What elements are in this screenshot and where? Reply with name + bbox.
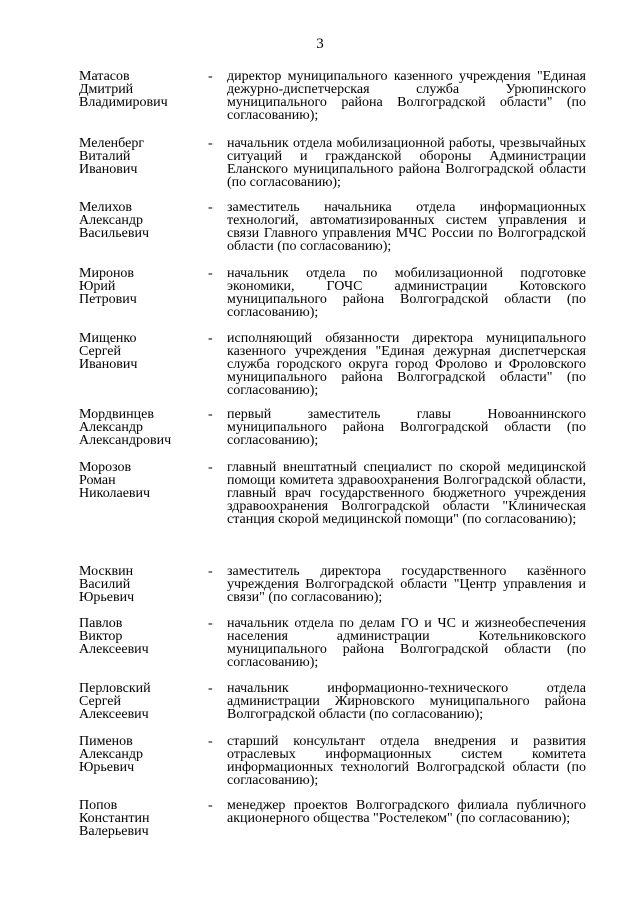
member-name	[79, 267, 199, 306]
separator-dash: -	[208, 331, 213, 346]
member-name	[79, 617, 199, 656]
first-name: Александр	[79, 420, 143, 435]
separator-dash: -	[208, 69, 213, 84]
surname: Пименов	[79, 734, 133, 749]
patronymic: Васильевич	[79, 226, 149, 241]
first-name: Сергей	[79, 344, 121, 359]
position-description: директор муниципального казенного учреждения "Единая дежурно-диспетчерская служба Урюпинского муниципального района Волгоградской области" (по согласованию);	[227, 69, 586, 123]
first-name: Виктор	[79, 629, 123, 644]
surname: Павлов	[79, 616, 123, 631]
surname: Меленберг	[79, 136, 145, 151]
patronymic: Валерьевич	[79, 824, 149, 839]
patronymic: Николаевич	[79, 486, 151, 501]
surname: Москвин	[79, 564, 134, 579]
first-name: Виталий	[79, 149, 131, 164]
page-number: 3	[316, 36, 324, 52]
first-name: Василий	[79, 577, 131, 592]
separator-dash: -	[208, 616, 213, 631]
separator-dash: -	[208, 734, 213, 749]
separator-dash: -	[208, 136, 213, 151]
member-name	[79, 137, 199, 176]
patronymic: Александрович	[79, 433, 172, 448]
member-name	[79, 682, 199, 721]
member-name	[79, 461, 199, 500]
surname: Морозов	[79, 460, 132, 475]
position-description: начальник информационно-технического отдела администрации Жирновского муниципального района Волгоградской области (по согласованию);	[227, 681, 586, 722]
position-description: заместитель директора государственного казённого учреждения Волгоградской области "Центр управления и связи" (по согласованию);	[227, 564, 586, 605]
separator-dash: -	[208, 266, 213, 281]
member-name	[79, 565, 199, 604]
member-name	[79, 735, 199, 774]
patronymic: Владимирович	[79, 95, 168, 110]
patronymic: Иванович	[79, 162, 138, 177]
surname: Попов	[79, 798, 118, 813]
member-name	[79, 408, 199, 447]
first-name: Сергей	[79, 694, 121, 709]
member-name	[79, 332, 199, 371]
surname: Матасов	[79, 69, 130, 84]
separator-dash: -	[208, 460, 213, 475]
separator-dash: -	[208, 798, 213, 813]
patronymic: Алексеевич	[79, 707, 149, 722]
surname: Миронов	[79, 266, 135, 281]
first-name: Александр	[79, 213, 143, 228]
surname: Мелихов	[79, 200, 133, 215]
patronymic: Юрьевич	[79, 590, 135, 605]
first-name: Роман	[79, 473, 116, 488]
surname: Мищенко	[79, 331, 137, 346]
separator-dash: -	[208, 564, 213, 579]
patronymic: Юрьевич	[79, 760, 135, 775]
position-description: старший консультант отдела внедрения и развития отраслевых информационных систем комитета информационных технологий Волгоградской области (по согласованию);	[227, 734, 586, 788]
separator-dash: -	[208, 407, 213, 422]
first-name: Дмитрий	[79, 82, 134, 97]
first-name: Юрий	[79, 279, 116, 294]
first-name: Константин	[79, 811, 150, 826]
surname: Перловский	[79, 681, 151, 696]
patronymic: Петрович	[79, 292, 137, 307]
surname: Мордвинцев	[79, 407, 154, 422]
member-name	[79, 70, 199, 109]
position-description: начальник отдела мобилизационной работы, чрезвычайных ситуаций и гражданской обороны Администрации Еланского муниципального района Волгоградской области (по согласованию);	[227, 136, 586, 190]
separator-dash: -	[208, 200, 213, 215]
position-description: главный внештатный специалист по скорой медицинской помощи комитета здравоохранения Волгоградской области, главный врач государственного бюджетного учреждения здравоохранения Волгоградской области "Клиническая станция скорой медицинской помощи" (по согласованию);	[227, 460, 586, 527]
position-description: начальник отдела по делам ГО и ЧС и жизнеобеспечения населения администрации Котельниковского муниципального района Волгоградской области (по согласованию);	[227, 616, 586, 670]
member-name	[79, 799, 199, 838]
position-description: исполняющий обязанности директора муниципального казенного учреждения "Единая дежурная диспетчерская служба городского округа город Фролово и Фроловского муниципального района Волгоградской области" (по согласованию);	[227, 331, 586, 398]
position-description: первый заместитель главы Новоаннинского муниципального района Волгоградской области (по согласованию);	[227, 407, 586, 448]
patronymic: Иванович	[79, 357, 138, 372]
position-description: менеджер проектов Волгоградского филиала публичного акционерного общества "Ростелеком" (по согласованию);	[227, 798, 586, 826]
member-name	[79, 201, 199, 240]
position-description: заместитель начальника отдела информационных технологий, автоматизированных систем управления и связи Главного управления МЧС России по Волгоградской области (по согласованию);	[227, 200, 586, 254]
first-name: Александр	[79, 747, 143, 762]
patronymic: Алексеевич	[79, 642, 149, 657]
position-description: начальник отдела по мобилизационной подготовке экономики, ГОЧС администрации Котовского муниципального района Волгоградской области (по согласованию);	[227, 266, 586, 320]
separator-dash: -	[208, 681, 213, 696]
